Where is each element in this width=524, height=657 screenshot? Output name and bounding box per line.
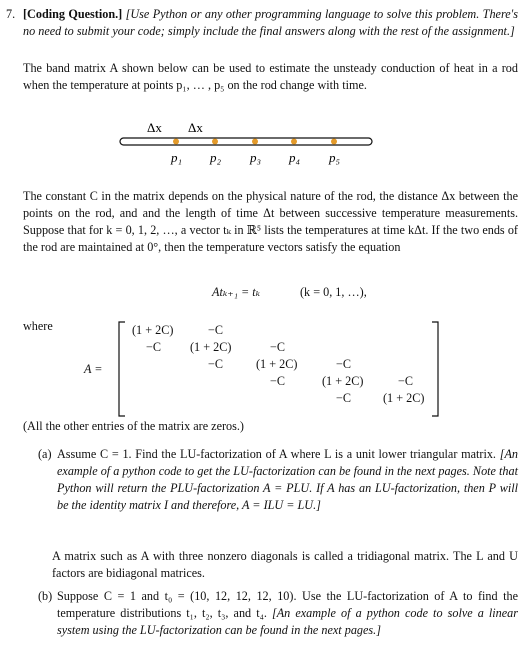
part-a-text: Assume C = 1. Find the LU-factorization of A where L is a unit lower triangular matrix. (57, 447, 496, 461)
zero-entries-note: (All the other entries of the matrix are zeros.) (23, 419, 244, 433)
matrix-label: A = (84, 362, 103, 376)
part-a-hint: [An example of a python code to get the LU-factorization can be found in the next pages. Note that Python will return the PLU-factorization A = PLU. If A has an LU-factorization, then P will be the identity matrix I and therefore, A = ILU = LU.] (57, 447, 518, 512)
rod-point-4 (291, 139, 297, 145)
matrix-cell: (1 + 2C) (322, 374, 364, 388)
rod-point-5 (331, 139, 337, 145)
dx-label-2: Δx (188, 120, 203, 135)
tridiagonal-note: A matrix such as A with three nonzero diagonals is called a tridiagonal matrix. The L and U factors are bidiagonal matrices. (52, 549, 518, 580)
matrix-cell: −C (336, 391, 352, 405)
matrix-cell: (1 + 2C) (132, 323, 174, 337)
question-number: 7. (6, 7, 16, 21)
matrix-cell: (1 + 2C) (383, 391, 425, 405)
matrix-cell: −C (336, 357, 352, 371)
matrix-cell: −C (208, 323, 224, 337)
rod-point-1 (173, 139, 179, 145)
point-label-4: p₄ (289, 150, 301, 165)
rod-point-3 (252, 139, 258, 145)
dx-label-1: Δx (147, 120, 162, 135)
constant-paragraph: The constant C in the matrix depends on the physical nature of the rod, the distance Δx between the points on the rod, and and the length of time Δt between successive temperature measurements. Suppose that for k = 0, 1, 2, …, a vector tₖ in ℝ⁵ lists the temperatures at time kΔt. If the two ends of the rod are maintained at 0°, then the temperature vectors satisfy the equation (23, 189, 518, 254)
part-b-text: Suppose C = 1 and t₀ = (10, 12, 12, 12, 10). Use the LU-factorization of A to find the temperature distributions t₁, t₂, t₃, and t₄. (57, 589, 518, 620)
matrix-cell: −C (270, 374, 286, 388)
matrix-cell: −C (270, 340, 286, 354)
matrix-cell: −C (208, 357, 224, 371)
intro-paragraph: The band matrix A shown below can be used to estimate the unsteady conduction of heat in a rod when the temperature at points p₁, … , p₅ on the rod change with time. (23, 61, 518, 92)
rod-point-2 (212, 139, 218, 145)
matrix-cell: −C (398, 374, 414, 388)
part-a-body (57, 446, 518, 514)
part-b-hint: [An example of a python code to solve a linear system using the LU-factorization can be found in the next pages.] (57, 606, 518, 637)
where-label: where (23, 319, 53, 333)
question-title: [Coding Question.] (23, 7, 123, 21)
question-instruction: [Use Python or any other programming language to solve this problem. There's no need to submit your code; simply include the final answers along with the rest of the assignment.] (23, 7, 519, 38)
part-b-marker: (b) (38, 589, 53, 603)
point-label-3: p₃ (250, 150, 262, 165)
point-label-2: p₂ (210, 150, 222, 165)
rod-diagram (0, 118, 524, 170)
matrix-cell: (1 + 2C) (190, 340, 232, 354)
point-label-5: p₅ (329, 150, 341, 165)
part-b-body (57, 588, 518, 639)
question-header (23, 6, 518, 40)
equation-lhs: Atₖ₊₁ = tₖ (212, 285, 261, 299)
point-label-1: p₁ (171, 150, 183, 165)
matrix-cell: (1 + 2C) (256, 357, 298, 371)
matrix-cell: −C (146, 340, 162, 354)
part-a-marker: (a) (38, 447, 52, 461)
equation-rhs: (k = 0, 1, …), (300, 285, 367, 299)
